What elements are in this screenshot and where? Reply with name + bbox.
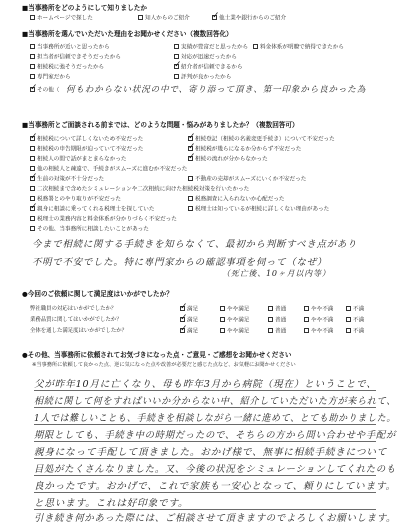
rating-somewhat-dissatisfied[interactable]: やや不満 xyxy=(304,328,333,336)
checkbox[interactable] xyxy=(174,44,179,49)
q2-option-reputation[interactable]: 評判が良かったから xyxy=(174,74,231,82)
checkbox[interactable] xyxy=(212,11,220,21)
checkbox[interactable] xyxy=(188,196,193,201)
divider xyxy=(34,424,376,425)
checkbox[interactable] xyxy=(30,186,35,191)
check-mark-icon: ✓ xyxy=(174,60,182,70)
q5-handwritten-line: 目処がたくさんなりました。又、今後の状況をシミュレーションしてくれたのも xyxy=(34,464,397,475)
checkbox[interactable] xyxy=(220,306,225,311)
rating-somewhat-satisfied[interactable]: やや満足 xyxy=(220,328,249,336)
q3-option[interactable]: 税務調査に入られないか心配だった xyxy=(188,196,285,204)
q2-option-specialist[interactable]: 専門家だから xyxy=(30,74,71,82)
check-mark-icon: ✓ xyxy=(212,11,220,21)
rating-satisfied[interactable]: ✓ 満足 xyxy=(180,324,199,335)
q2-option-speed[interactable]: 対応が迅速だったから xyxy=(174,54,237,62)
rating-dissatisfied[interactable]: 不満 xyxy=(346,328,364,336)
check-mark-icon: ✓ xyxy=(188,132,196,142)
checkbox[interactable] xyxy=(268,317,273,322)
checkbox[interactable] xyxy=(268,306,273,311)
q2-option-referrer[interactable]: ✓ 紹介者が信頼できるから xyxy=(174,60,243,71)
checkbox[interactable] xyxy=(188,206,193,211)
checkbox[interactable] xyxy=(268,328,273,333)
check-mark-icon: ✓ xyxy=(180,313,188,323)
divider xyxy=(34,492,376,493)
check-mark-icon: ✓ xyxy=(30,202,38,212)
checkbox[interactable] xyxy=(174,54,179,59)
q1-option-homepage[interactable]: ホームページで探した xyxy=(30,15,93,23)
q3-option[interactable]: 税理士の業務内容と料金体系が分かりづらく不安だった xyxy=(30,216,177,224)
checkbox[interactable] xyxy=(220,328,225,333)
checkbox[interactable] xyxy=(30,202,38,212)
rating-somewhat-satisfied[interactable]: やや満足 xyxy=(220,306,249,314)
rating-neutral[interactable]: 普通 xyxy=(268,328,286,336)
checkbox[interactable] xyxy=(30,196,35,201)
q3-handwritten-line: 不明で不安でした。特に専門家からの確認事項を伺って（なぜ） xyxy=(32,257,328,268)
divider xyxy=(34,407,376,408)
q3-option[interactable]: ✓ 生前の対策が不十分だった xyxy=(30,172,105,183)
q3-option[interactable]: ✓ 相続税が幾らになるか分からず不安だった xyxy=(188,142,302,153)
q1-option-friend[interactable]: 知人からのご紹介 xyxy=(138,15,190,23)
checkbox[interactable] xyxy=(346,306,351,311)
checkbox[interactable] xyxy=(30,146,35,151)
rating-somewhat-dissatisfied[interactable]: やや不満 xyxy=(304,306,333,314)
q2-option-other[interactable]: ✓ その他（ xyxy=(30,83,60,94)
q5-handwritten-line: 引き続き何かあった際には、ご相談させて頂きますのでよろしくお願いします。 xyxy=(34,513,397,524)
q3-handwritten-line: 今まで相続に関する手続きを知らなくて、最初から判断すべき点があり xyxy=(32,239,358,250)
divider xyxy=(34,475,376,476)
checkbox[interactable] xyxy=(30,83,38,93)
divider xyxy=(34,441,376,442)
rating-neutral[interactable]: 普通 xyxy=(268,317,286,325)
q5-handwritten-line: 相続に関して何をすればいいか分からない中、紹介していただいた方が来られて、 xyxy=(34,396,397,407)
q5-handwritten-line: と思います。これは好印象です。 xyxy=(34,498,189,509)
checkbox[interactable] xyxy=(346,317,351,322)
q5-title: ●その他、当事務所に依頼されてお気づきになった点・ご意見・ご感想をお聞かせください xyxy=(22,351,292,359)
q3-option[interactable]: 税務署とのやり取りが不安だった xyxy=(30,196,121,204)
check-mark-icon: ✓ xyxy=(188,152,196,162)
q3-option[interactable]: ✓ 相続登記（相続の名義変更手続き）について不安だった xyxy=(188,132,335,143)
checkbox[interactable] xyxy=(30,15,35,20)
rating-satisfied[interactable]: ✓ 満足 xyxy=(180,302,199,313)
rating-dissatisfied[interactable]: 不満 xyxy=(346,317,364,325)
q5-handwritten-line: 良かったです。おかげで、これで家族も一安心となって、頼りにしています。 xyxy=(34,481,396,492)
q4-row-label: 全体を通した満足度はいかがでしたか？ xyxy=(30,328,128,334)
check-mark-icon: ✓ xyxy=(180,302,188,312)
q3-handwritten-line: （死亡後、10ヶ月以内等） xyxy=(222,269,331,278)
checkbox[interactable] xyxy=(30,54,35,59)
q4-row-label: 弊社職員の対応はいかがでしたか？ xyxy=(30,306,117,312)
q3-option[interactable]: ✓ 相続の流れが分からなかった xyxy=(188,152,268,163)
q3-option[interactable]: ✓ 相続税について詳しくないため不安だった xyxy=(30,132,144,143)
checkbox[interactable] xyxy=(30,172,38,182)
checkbox[interactable] xyxy=(30,226,35,231)
q5-handwritten-line: 期限としても、手続き中の時期だったので、そちらの方から問い合わせや手配が xyxy=(34,430,397,441)
rating-satisfied[interactable]: ✓ 満足 xyxy=(180,313,199,324)
q3-option[interactable]: ✓ 親身に相談に乗ってくれる税理士を探していた xyxy=(30,202,155,213)
checkbox[interactable] xyxy=(188,142,196,152)
q2-other-handwritten: 何もわからない状況の中で、寄り添って頂き、第一印象から良かった為 xyxy=(66,85,367,95)
rating-neutral[interactable]: 普通 xyxy=(268,306,286,314)
check-mark-icon: ✓ xyxy=(30,83,38,93)
q3-option[interactable]: 他の相続人と疎遠で、手続きがスムーズに進むか不安だった xyxy=(30,166,187,174)
checkbox[interactable] xyxy=(30,44,35,49)
divider xyxy=(34,390,376,391)
checkbox[interactable] xyxy=(180,302,188,312)
checkbox[interactable] xyxy=(30,156,35,161)
q5-handwritten-line: 1人では難しいことも、手続きを相談しながら一緒に進めて、とても助かりました。 xyxy=(34,413,396,424)
checkbox[interactable] xyxy=(253,44,258,49)
checkbox[interactable] xyxy=(30,216,35,221)
checkbox[interactable] xyxy=(188,176,193,181)
check-mark-icon: ✓ xyxy=(30,172,38,182)
rating-somewhat-satisfied[interactable]: やや満足 xyxy=(220,317,249,325)
q1-option-professional[interactable]: ✓ 他士業や銀行からのご紹介 xyxy=(212,11,287,22)
checkbox[interactable] xyxy=(180,324,188,334)
q2-option-near[interactable]: 当事務所が近いと思ったから xyxy=(30,44,110,52)
q5-instructions: ※当事務所に依頼して良かった点、逆に気になった点や改善が必要だと感じた点など、お気軽にお聞かせください xyxy=(32,362,296,368)
q5-handwritten-line: 親身になって手配して頂きました。おかげ様で、無事に相続手続きについて xyxy=(34,447,388,458)
rating-somewhat-dissatisfied[interactable]: やや不満 xyxy=(304,317,333,325)
q3-title: ■当事務所とご面談される前までは、どのような問題・悩みがありましたか？（複数回答可） xyxy=(22,121,299,129)
checkbox[interactable] xyxy=(188,152,196,162)
checkbox[interactable] xyxy=(188,132,196,142)
q2-option-track-record[interactable]: 実績が豊富だと思ったから xyxy=(174,44,248,52)
q2-option-inheritance-tax[interactable]: 相続税に強そうだったから xyxy=(30,64,104,72)
checkbox[interactable] xyxy=(30,132,38,142)
checkbox[interactable] xyxy=(304,328,309,333)
q1-title: ■当事務所をどのようにして知りましたか xyxy=(22,4,147,12)
q3-option[interactable]: 税理士は知っているが相続に詳しくない理由があった xyxy=(188,206,329,214)
q2-title: ■当事務所を選んでいただいた理由をお聞かせください（複数回答化） xyxy=(22,30,233,38)
checkbox[interactable] xyxy=(30,64,35,69)
checkbox[interactable] xyxy=(346,328,351,333)
q5-handwritten-line: 父が昨年10月に亡くなり、母も昨年3月から病院（現在）ということで、 xyxy=(34,379,377,390)
checkbox[interactable] xyxy=(138,15,143,20)
checkbox[interactable] xyxy=(174,60,182,70)
q4-title: ●今回のご依頼に関して満足度はいかがでしたか？ xyxy=(22,290,173,298)
q3-option[interactable]: 相続人の間で話がまとまらなかった xyxy=(30,156,127,164)
checkbox[interactable] xyxy=(180,313,188,323)
checkbox[interactable] xyxy=(30,74,35,79)
q3-option[interactable]: その他、当事務所に相談したいことがあった xyxy=(30,226,149,234)
q2-option-pricing[interactable]: 料金体系が明瞭で納得できたから xyxy=(253,44,344,52)
check-mark-icon: ✓ xyxy=(180,324,188,334)
q2-option-trustworthy[interactable]: 担当者が信頼できそうだったから xyxy=(30,54,121,62)
check-mark-icon: ✓ xyxy=(188,142,196,152)
checkbox[interactable] xyxy=(304,306,309,311)
checkbox[interactable] xyxy=(220,317,225,322)
q4-row-label: 業務品質に関してはいかがでしたか？ xyxy=(30,317,122,323)
q3-option[interactable]: 相続税の申告期限が迫っていて不安だった xyxy=(30,146,143,154)
checkbox[interactable] xyxy=(30,166,35,171)
checkbox[interactable] xyxy=(174,74,179,79)
checkbox[interactable] xyxy=(304,317,309,322)
rating-dissatisfied[interactable]: 不満 xyxy=(346,306,364,314)
q3-option[interactable]: 不動産の売却がスムーズにいくか不安だった xyxy=(188,176,306,184)
divider xyxy=(34,458,376,459)
q3-option[interactable]: 二次相続まで含めたシミュレーションや二次相続に向けた相続税対策を行いたかった xyxy=(30,186,249,194)
check-mark-icon: ✓ xyxy=(30,132,38,142)
